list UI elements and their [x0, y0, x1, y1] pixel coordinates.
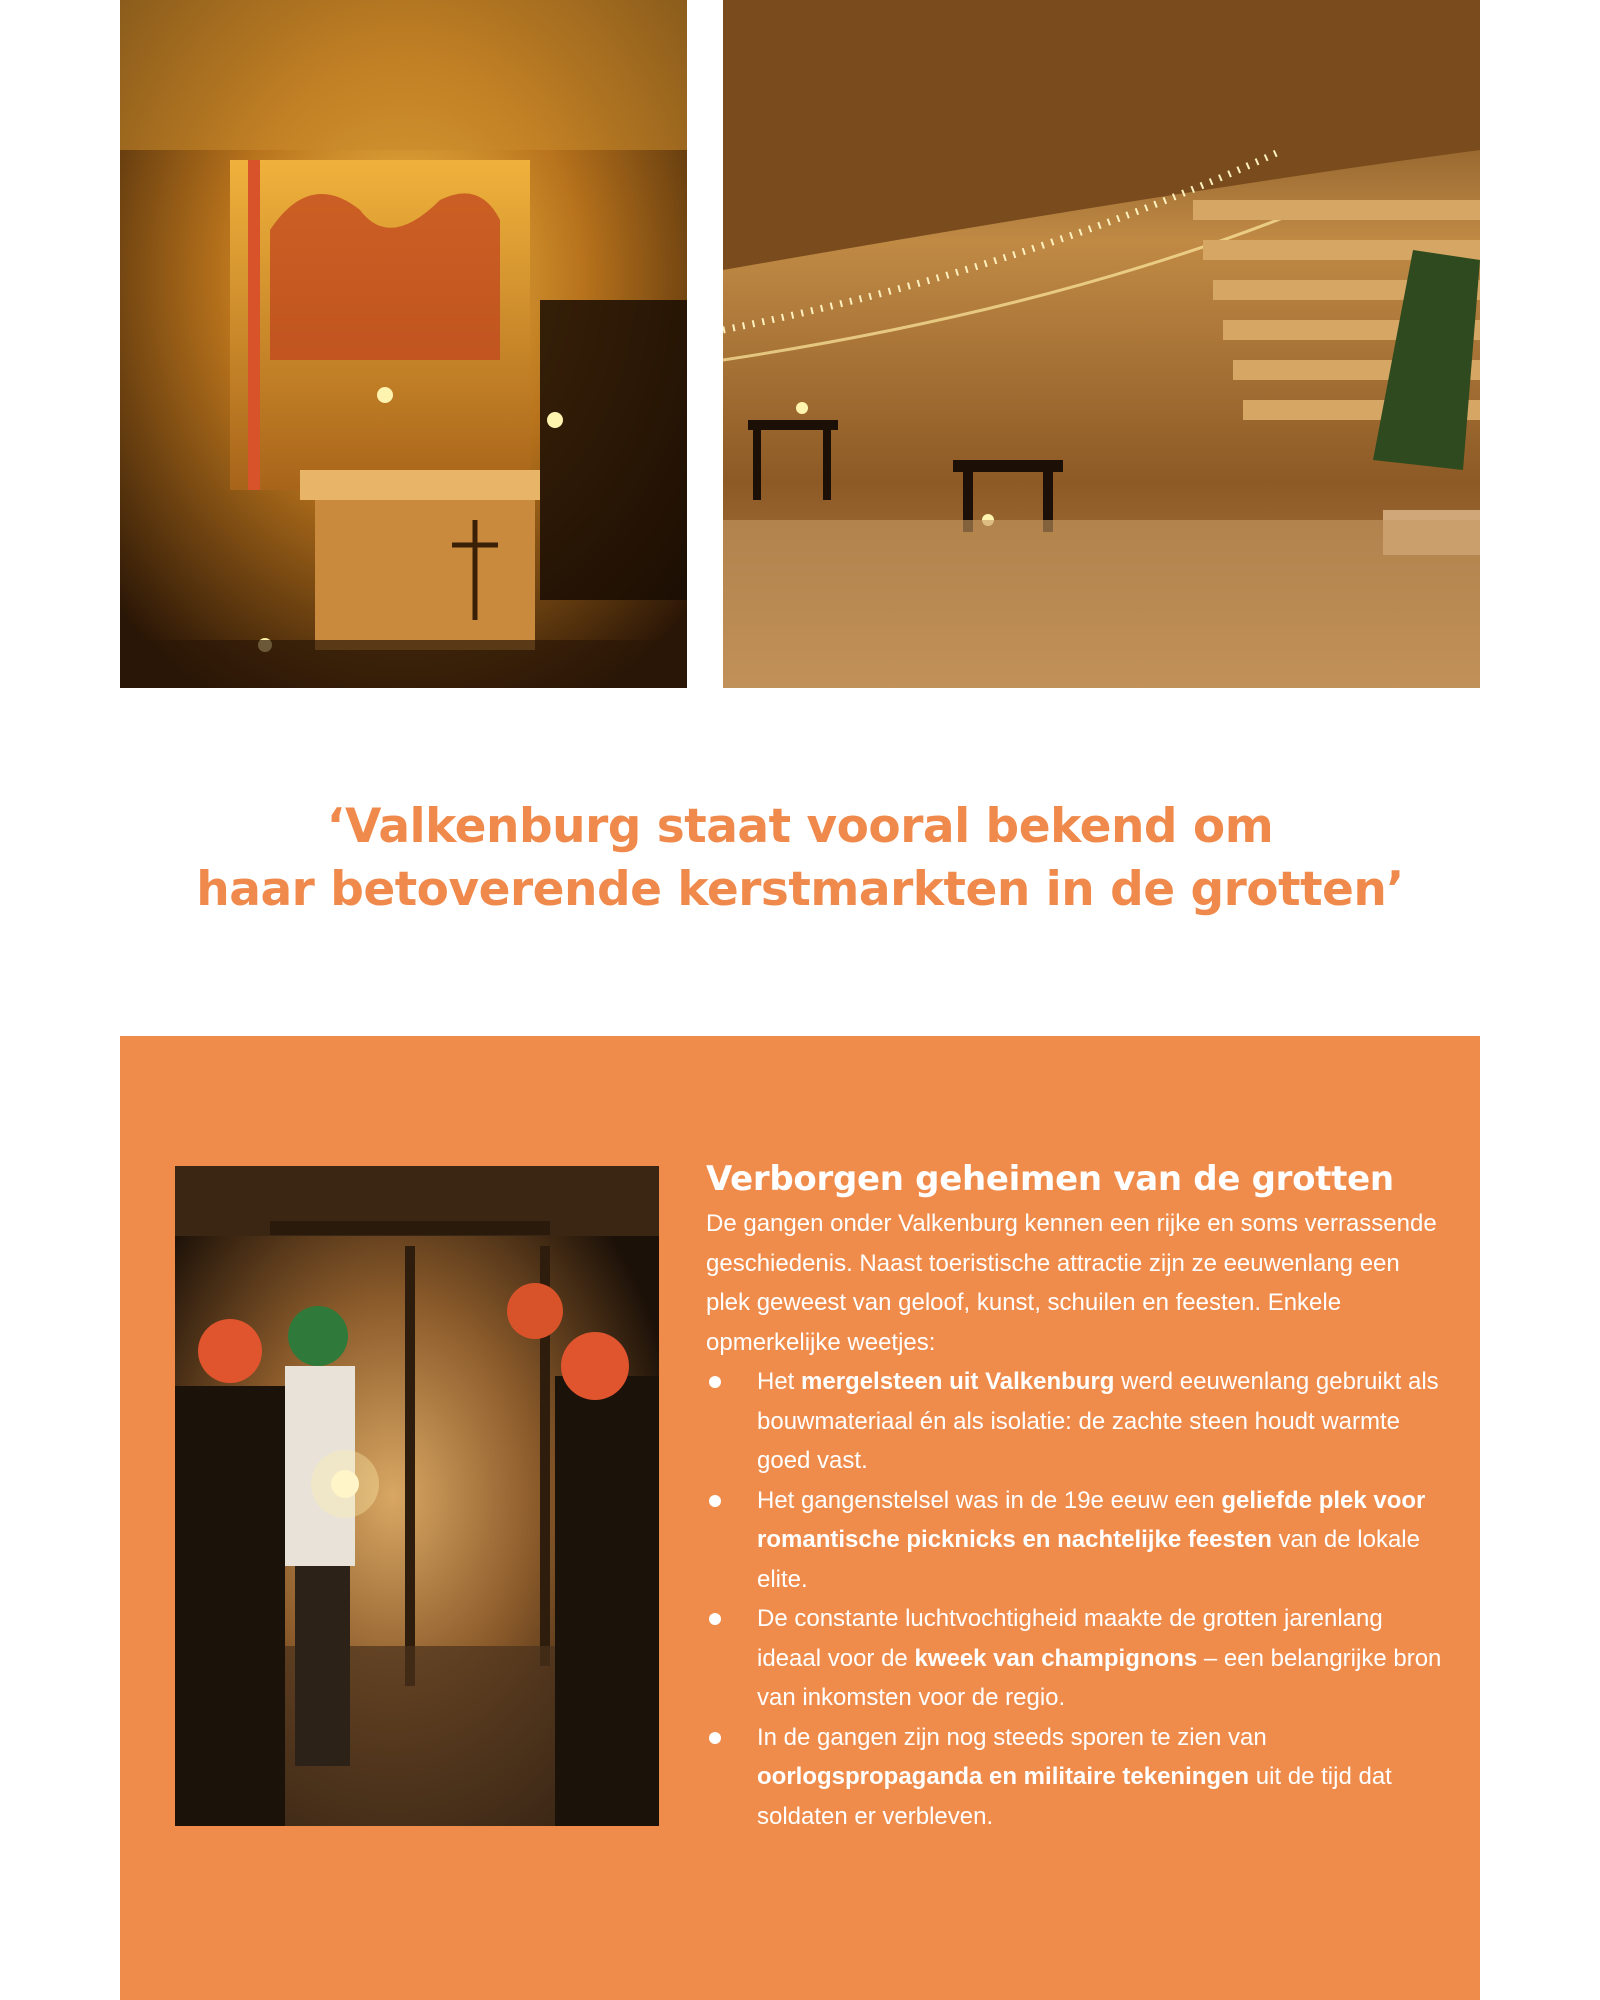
info-panel: [120, 1036, 1480, 2000]
fact-item: Het gangenstelsel was in de 19e eeuw een geliefde plek voor romantische picknicks en nachtelijke feesten van de lokale elite.: [706, 1481, 1446, 1600]
fact-item: De constante luchtvochtigheid maakte de grotten jarenlang ideaal voor de kweek van champignons – een belangrijke bron van inkomsten voor de regio.: [706, 1599, 1446, 1718]
fact-list: [706, 1362, 1446, 1836]
cave-hall-photo: [723, 0, 1480, 688]
info-intro: De gangen onder Valkenburg kennen een rijke en soms verrassende geschiedenis. Naast toeristische attractie zijn ze eeuwenlang een plek geweest van geloof, kunst, schuilen en feesten. Enkele opmerkelijke weetjes:: [706, 1210, 1437, 1356]
bullet-icon: [709, 1613, 721, 1625]
pull-quote: [0, 795, 1600, 921]
cave-chapel-photo: [120, 0, 687, 688]
fact-item: In de gangen zijn nog steeds sporen te zien van oorlogspropaganda en militaire tekeningen uit de tijd dat soldaten er verbleven.: [706, 1718, 1446, 1837]
bullet-icon: [709, 1495, 721, 1507]
bullet-icon: [709, 1732, 721, 1744]
cave-tour-photo: [175, 1166, 659, 1826]
pull-quote-line-2: haar betoverende kerstmarkten in de grotten’: [196, 862, 1404, 917]
info-text: [706, 1156, 1446, 1836]
pull-quote-line-1: ‘Valkenburg staat vooral bekend om: [326, 799, 1274, 854]
info-heading: Verborgen geheimen van de grotten: [706, 1159, 1394, 1199]
fact-item: Het mergelsteen uit Valkenburg werd eeuwenlang gebruikt als bouwmateriaal én als isolatie: de zachte steen houdt warmte goed vast.: [706, 1362, 1446, 1481]
bullet-icon: [709, 1376, 721, 1388]
